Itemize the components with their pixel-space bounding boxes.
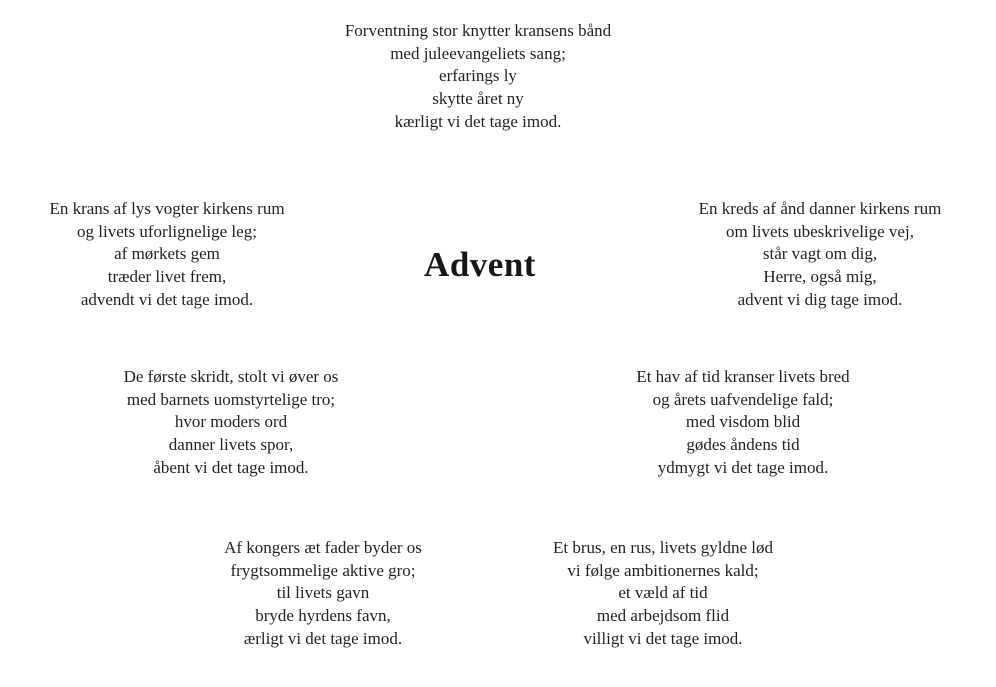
stanza-line: et væld af tid — [618, 583, 708, 603]
stanza-upper-left — [0, 198, 347, 312]
stanza-middle-right — [563, 366, 923, 480]
stanza-line: hvor moders ord — [174, 412, 288, 432]
stanza-line: åbent vi det tage imod. — [153, 457, 309, 477]
stanza-line: danner livets spor, — [168, 435, 294, 455]
stanza-line: De første skridt, stolt vi øver os — [123, 367, 339, 386]
stanza-bottom-left — [143, 537, 503, 651]
stanza-bottom-right — [483, 537, 843, 651]
stanza-line: erfarings ly — [439, 66, 517, 86]
stanza-line: skytte året ny — [432, 89, 524, 109]
stanza-line: bryde hyrdens favn, — [255, 606, 391, 626]
stanza-line: advent vi dig tage imod. — [737, 289, 903, 309]
stanza-line: frygtsommelige aktive gro; — [230, 560, 416, 580]
stanza-line: ydmygt vi det tage imod. — [657, 457, 829, 477]
stanza-line: kærligt vi det tage imod. — [394, 111, 562, 131]
stanza-line: står vagt om dig, — [762, 244, 878, 264]
stanza-line: Forventning stor knytter kransens bånd — [344, 21, 612, 40]
stanza-line: ærligt vi det tage imod. — [243, 628, 403, 648]
stanza-line: En kreds af ånd danner kirkens rum — [698, 199, 942, 218]
stanza-line: En krans af lys vogter kirkens rum — [49, 199, 285, 218]
stanza-line: vi følge ambitionernes kald; — [567, 560, 759, 580]
poem-title: Advent — [424, 245, 536, 285]
stanza-line: Herre, også mig, — [763, 267, 877, 287]
stanza-line: Et hav af tid kranser livets bred — [636, 367, 850, 386]
stanza-line: om livets ubeskrivelige vej, — [726, 221, 914, 241]
stanza-middle-left — [51, 366, 411, 480]
stanza-top — [298, 20, 658, 134]
stanza-line: og livets uforlignelige leg; — [77, 221, 257, 241]
stanza-line: advendt vi det tage imod. — [80, 289, 254, 309]
stanza-line: med juleevangeliets sang; — [390, 43, 566, 63]
stanza-line: af mørkets gem — [114, 244, 220, 264]
stanza-line: med barnets uomstyrtelige tro; — [126, 389, 336, 409]
stanza-line: med arbejdsom flid — [596, 606, 730, 626]
stanza-line: Et brus, en rus, livets gyldne lød — [552, 538, 774, 557]
stanza-line: gødes åndens tid — [686, 435, 800, 455]
stanza-line: til livets gavn — [276, 583, 370, 603]
stanza-line: villigt vi det tage imod. — [583, 628, 743, 648]
stanza-line: Af kongers æt fader byder os — [224, 538, 422, 557]
stanza-upper-right — [640, 198, 996, 312]
stanza-line: træder livet frem, — [107, 267, 227, 287]
stanza-line: og årets uafvendelige fald; — [652, 389, 834, 409]
stanza-line: med visdom blid — [685, 412, 801, 432]
